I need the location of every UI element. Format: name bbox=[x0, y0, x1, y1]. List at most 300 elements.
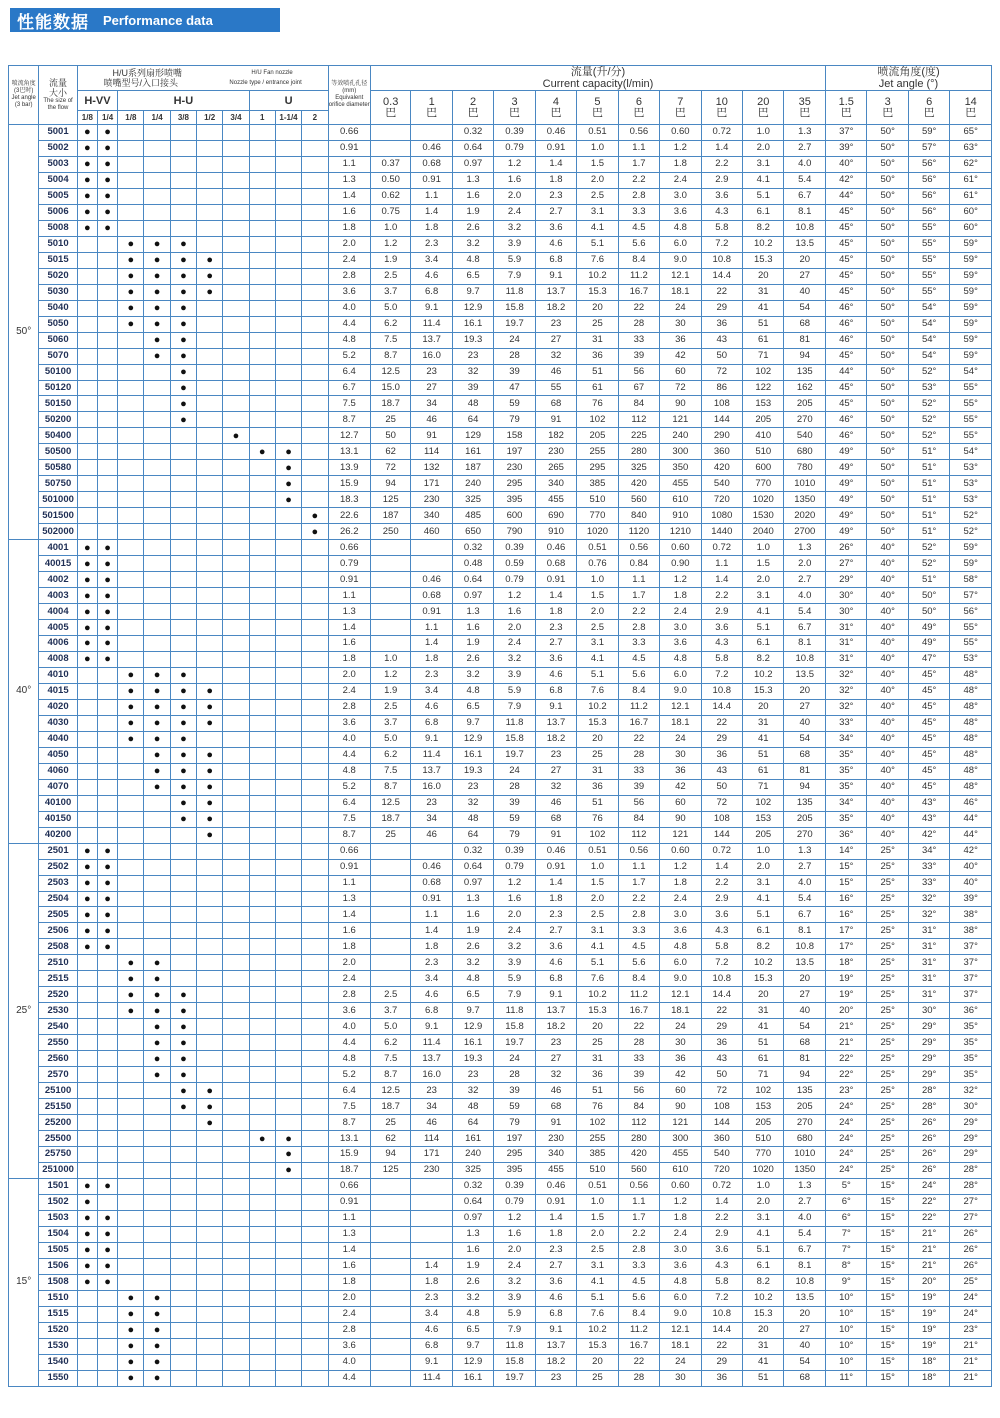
capacity-cell: 20 bbox=[577, 731, 618, 747]
jet-angle-cell: 50° bbox=[867, 332, 908, 348]
capacity-cell: 9.1 bbox=[411, 1019, 452, 1035]
connection-cell bbox=[144, 476, 170, 492]
connection-dot: ● bbox=[275, 1131, 301, 1147]
jet-angle-cell: 40° bbox=[826, 156, 867, 172]
capacity-cell: 135 bbox=[784, 364, 826, 380]
capacity-cell: 3.2 bbox=[494, 651, 535, 667]
capacity-cell: 1.9 bbox=[452, 204, 493, 220]
model-cell: 2510 bbox=[39, 955, 77, 971]
model-cell: 25200 bbox=[39, 1115, 77, 1131]
capacity-cell: 6.8 bbox=[411, 284, 452, 300]
table-row bbox=[9, 268, 992, 284]
model-cell: 2530 bbox=[39, 1003, 77, 1019]
jet-angle-cell: 31° bbox=[908, 939, 949, 955]
jet-angle-cell: 39° bbox=[950, 891, 992, 907]
capacity-cell: 84 bbox=[618, 396, 659, 412]
capacity-cell: 0.59 bbox=[494, 556, 535, 572]
connection-cell bbox=[144, 923, 170, 939]
jet-angle-cell: 45° bbox=[908, 699, 949, 715]
connection-cell bbox=[249, 667, 275, 683]
jet-angle-cell: 19° bbox=[908, 1306, 949, 1322]
connection-cell bbox=[170, 428, 196, 444]
table-body bbox=[9, 125, 992, 1387]
connection-cell bbox=[97, 268, 117, 284]
capacity-cell: 2.2 bbox=[618, 891, 659, 907]
capacity-cell: 6.8 bbox=[535, 252, 576, 268]
capacity-cell: 61 bbox=[743, 332, 784, 348]
jet-angle-cell: 49° bbox=[826, 460, 867, 476]
orifice-cell: 7.5 bbox=[328, 396, 370, 412]
jet-angle-cell: 59° bbox=[950, 268, 992, 284]
capacity-cell: 129 bbox=[452, 428, 493, 444]
jet-angle-cell: 34° bbox=[908, 843, 949, 859]
capacity-cell: 0.79 bbox=[494, 1194, 535, 1210]
connection-cell bbox=[77, 300, 97, 316]
model-cell: 5060 bbox=[39, 332, 77, 348]
capacity-cell: 0.46 bbox=[535, 125, 576, 141]
connection-cell bbox=[249, 268, 275, 284]
capacity-cell: 205 bbox=[577, 428, 618, 444]
capacity-cell: 0.72 bbox=[701, 843, 742, 859]
pressure-header: 10 巴 bbox=[701, 91, 742, 125]
jet-angle-cell: 51° bbox=[908, 460, 949, 476]
capacity-cell: 68 bbox=[784, 316, 826, 332]
capacity-cell: 9.1 bbox=[411, 1354, 452, 1370]
table-row bbox=[9, 508, 992, 524]
connection-dot: ● bbox=[197, 715, 223, 731]
capacity-cell: 42 bbox=[660, 779, 701, 795]
connection-dot: ● bbox=[144, 284, 170, 300]
connection-header: 3/4 bbox=[223, 111, 249, 125]
capacity-cell: 3.6 bbox=[660, 923, 701, 939]
table-row bbox=[9, 1274, 992, 1290]
orifice-cell: 1.8 bbox=[328, 651, 370, 667]
connection-cell bbox=[77, 412, 97, 428]
capacity-cell: 5.8 bbox=[701, 220, 742, 236]
capacity-cell: 1.8 bbox=[535, 1226, 576, 1242]
capacity-cell: 102 bbox=[577, 1115, 618, 1131]
model-cell: 1501 bbox=[39, 1178, 77, 1194]
capacity-cell: 13.5 bbox=[784, 667, 826, 683]
model-cell: 4003 bbox=[39, 588, 77, 604]
capacity-cell: 60 bbox=[660, 795, 701, 811]
capacity-cell: 40 bbox=[784, 715, 826, 731]
connection-cell bbox=[223, 364, 249, 380]
table-row bbox=[9, 540, 992, 556]
capacity-cell: 94 bbox=[370, 1147, 410, 1163]
capacity-cell: 1.2 bbox=[494, 156, 535, 172]
capacity-cell: 14.4 bbox=[701, 1322, 742, 1338]
connection-cell bbox=[249, 699, 275, 715]
connection-dot: ● bbox=[97, 843, 117, 859]
connection-cell bbox=[275, 683, 301, 699]
connection-cell bbox=[249, 843, 275, 859]
pressure-header: 1 巴 bbox=[411, 91, 452, 125]
connection-dot: ● bbox=[249, 444, 275, 460]
capacity-cell: 410 bbox=[743, 428, 784, 444]
connection-cell bbox=[170, 1242, 196, 1258]
capacity-cell: 485 bbox=[452, 508, 493, 524]
capacity-cell: 1.3 bbox=[452, 172, 493, 188]
jet-angle-cell: 48° bbox=[950, 747, 992, 763]
connection-cell bbox=[197, 1162, 223, 1178]
jet-angle-cell: 25° bbox=[867, 1131, 908, 1147]
connection-cell bbox=[197, 140, 223, 156]
capacity-cell: 0.72 bbox=[701, 540, 742, 556]
capacity-cell: 18.1 bbox=[660, 1338, 701, 1354]
capacity-cell: 10.2 bbox=[577, 987, 618, 1003]
capacity-cell: 1.8 bbox=[535, 604, 576, 620]
table-row bbox=[9, 1290, 992, 1306]
capacity-cell: 16.1 bbox=[452, 1370, 493, 1386]
capacity-cell: 15.8 bbox=[494, 1354, 535, 1370]
connection-cell bbox=[249, 1099, 275, 1115]
capacity-cell: 300 bbox=[660, 444, 701, 460]
jet-angle-cell: 55° bbox=[950, 380, 992, 396]
model-cell: 50500 bbox=[39, 444, 77, 460]
connection-dot: ● bbox=[118, 284, 144, 300]
jet-angle-cell: 61° bbox=[950, 172, 992, 188]
connection-cell bbox=[249, 987, 275, 1003]
connection-cell bbox=[249, 172, 275, 188]
connection-cell bbox=[77, 1067, 97, 1083]
capacity-cell: 90 bbox=[660, 811, 701, 827]
capacity-cell: 720 bbox=[701, 492, 742, 508]
connection-cell bbox=[77, 731, 97, 747]
capacity-cell: 3.1 bbox=[743, 588, 784, 604]
connection-header: 1 bbox=[249, 111, 275, 125]
connection-cell bbox=[223, 156, 249, 172]
orifice-cell: 1.3 bbox=[328, 604, 370, 620]
jet-angle-cell: 25° bbox=[867, 1162, 908, 1178]
capacity-cell: 540 bbox=[701, 476, 742, 492]
jet-angle-cell: 26° bbox=[908, 1162, 949, 1178]
capacity-cell: 20 bbox=[784, 1306, 826, 1322]
connection-cell bbox=[118, 1019, 144, 1035]
connection-dot: ● bbox=[97, 620, 117, 636]
connection-dot: ● bbox=[77, 636, 97, 652]
capacity-cell: 22 bbox=[701, 1003, 742, 1019]
capacity-cell: 11.4 bbox=[411, 316, 452, 332]
jet-angle-cell: 25° bbox=[867, 875, 908, 891]
model-cell: 4060 bbox=[39, 763, 77, 779]
capacity-cell: 1.0 bbox=[577, 140, 618, 156]
connection-cell bbox=[144, 604, 170, 620]
connection-cell bbox=[170, 827, 196, 843]
capacity-cell: 108 bbox=[701, 396, 742, 412]
jet-angle-cell: 50° bbox=[867, 172, 908, 188]
jet-angle-cell: 44° bbox=[826, 188, 867, 204]
orifice-cell: 1.3 bbox=[328, 1226, 370, 1242]
connection-dot: ● bbox=[144, 955, 170, 971]
capacity-cell: 3.0 bbox=[660, 907, 701, 923]
jet-angle-cell: 20° bbox=[826, 1003, 867, 1019]
connection-cell bbox=[170, 1115, 196, 1131]
connection-cell bbox=[302, 859, 328, 875]
capacity-cell: 31 bbox=[743, 284, 784, 300]
connection-cell bbox=[118, 588, 144, 604]
connection-cell bbox=[170, 572, 196, 588]
connection-cell bbox=[249, 1338, 275, 1354]
group-u: U bbox=[249, 91, 328, 111]
jet-angle-cell: 46° bbox=[826, 428, 867, 444]
capacity-cell: 10.8 bbox=[701, 971, 742, 987]
connection-cell bbox=[249, 747, 275, 763]
connection-cell bbox=[144, 172, 170, 188]
capacity-cell: 385 bbox=[577, 1147, 618, 1163]
connection-cell bbox=[223, 476, 249, 492]
model-cell: 4004 bbox=[39, 604, 77, 620]
connection-cell bbox=[77, 236, 97, 252]
capacity-cell: 7.2 bbox=[701, 1290, 742, 1306]
capacity-cell bbox=[370, 939, 410, 955]
connection-cell bbox=[275, 428, 301, 444]
capacity-cell: 102 bbox=[743, 364, 784, 380]
capacity-cell: 1020 bbox=[743, 492, 784, 508]
capacity-cell: 2.2 bbox=[618, 1226, 659, 1242]
capacity-cell: 36 bbox=[577, 348, 618, 364]
connection-cell bbox=[97, 1099, 117, 1115]
connection-dot: ● bbox=[144, 348, 170, 364]
connection-dot: ● bbox=[144, 667, 170, 683]
model-cell: 4050 bbox=[39, 747, 77, 763]
connection-cell bbox=[97, 827, 117, 843]
capacity-cell: 650 bbox=[452, 524, 493, 540]
capacity-cell: 16.7 bbox=[618, 715, 659, 731]
capacity-cell: 295 bbox=[494, 1147, 535, 1163]
table-row bbox=[9, 827, 992, 843]
connection-cell bbox=[275, 1019, 301, 1035]
jet-angle-cell: 50° bbox=[867, 508, 908, 524]
table-row bbox=[9, 396, 992, 412]
capacity-cell: 0.32 bbox=[452, 1178, 493, 1194]
capacity-cell: 2.9 bbox=[701, 891, 742, 907]
capacity-cell: 4.8 bbox=[452, 683, 493, 699]
connection-cell bbox=[118, 556, 144, 572]
capacity-cell: 455 bbox=[535, 1162, 576, 1178]
capacity-cell: 2.6 bbox=[452, 939, 493, 955]
orifice-cell: 6.7 bbox=[328, 380, 370, 396]
capacity-cell: 10.2 bbox=[743, 1290, 784, 1306]
connection-cell bbox=[170, 907, 196, 923]
connection-cell bbox=[275, 556, 301, 572]
capacity-cell: 11.2 bbox=[618, 699, 659, 715]
connection-cell bbox=[197, 540, 223, 556]
capacity-cell: 2.8 bbox=[618, 907, 659, 923]
capacity-cell: 3.4 bbox=[411, 1306, 452, 1322]
capacity-cell: 3.9 bbox=[494, 236, 535, 252]
connection-cell bbox=[197, 460, 223, 476]
connection-cell bbox=[249, 396, 275, 412]
jet-angle-cell: 53° bbox=[950, 460, 992, 476]
capacity-cell: 8.4 bbox=[618, 252, 659, 268]
orifice-cell: 4.8 bbox=[328, 763, 370, 779]
jet-angle-cell: 33° bbox=[908, 875, 949, 891]
capacity-cell bbox=[370, 955, 410, 971]
capacity-cell: 72 bbox=[701, 364, 742, 380]
connection-cell bbox=[97, 508, 117, 524]
capacity-cell: 3.6 bbox=[535, 1274, 576, 1290]
jet-angle-cell: 25° bbox=[867, 939, 908, 955]
connection-cell bbox=[302, 1370, 328, 1386]
connection-cell bbox=[302, 300, 328, 316]
table-row bbox=[9, 1099, 992, 1115]
jet-angle-cell: 38° bbox=[950, 923, 992, 939]
capacity-cell: 230 bbox=[494, 460, 535, 476]
jet-angle-cell: 27° bbox=[826, 556, 867, 572]
connection-cell bbox=[302, 140, 328, 156]
jet-angle-cell: 45° bbox=[826, 220, 867, 236]
capacity-cell: 2.0 bbox=[577, 1226, 618, 1242]
connection-cell bbox=[302, 172, 328, 188]
connection-dot: ● bbox=[77, 651, 97, 667]
connection-cell bbox=[97, 236, 117, 252]
connection-dot: ● bbox=[223, 428, 249, 444]
model-cell: 2560 bbox=[39, 1051, 77, 1067]
connection-cell bbox=[275, 1067, 301, 1083]
connection-cell bbox=[170, 955, 196, 971]
capacity-cell: 2.4 bbox=[494, 204, 535, 220]
connection-cell bbox=[197, 380, 223, 396]
connection-dot: ● bbox=[197, 1083, 223, 1099]
capacity-cell: 41 bbox=[743, 300, 784, 316]
orifice-cell: 1.4 bbox=[328, 907, 370, 923]
connection-cell bbox=[302, 1003, 328, 1019]
model-cell: 1540 bbox=[39, 1354, 77, 1370]
jet-angle-cell: 18° bbox=[908, 1370, 949, 1386]
connection-dot: ● bbox=[97, 923, 117, 939]
connection-cell bbox=[77, 1322, 97, 1338]
capacity-cell: 8.1 bbox=[784, 923, 826, 939]
jet-angle-cell: 29° bbox=[950, 1115, 992, 1131]
connection-cell bbox=[77, 779, 97, 795]
connection-cell bbox=[275, 1274, 301, 1290]
capacity-cell: 12.1 bbox=[660, 1322, 701, 1338]
jet-angle-cell: 33° bbox=[826, 715, 867, 731]
jet-angle-cell: 45° bbox=[908, 779, 949, 795]
jet-angle-cell: 25° bbox=[867, 1083, 908, 1099]
connection-cell bbox=[197, 875, 223, 891]
connection-cell bbox=[302, 572, 328, 588]
jet-angle-cell: 40° bbox=[867, 763, 908, 779]
capacity-cell: 51 bbox=[743, 1035, 784, 1051]
jet-angle-cell: 40° bbox=[867, 636, 908, 652]
capacity-cell: 2.5 bbox=[370, 699, 410, 715]
orifice-cell: 4.4 bbox=[328, 747, 370, 763]
capacity-cell: 5.1 bbox=[743, 188, 784, 204]
connection-dot: ● bbox=[118, 300, 144, 316]
connection-cell bbox=[223, 556, 249, 572]
connection-cell bbox=[97, 715, 117, 731]
connection-cell bbox=[223, 268, 249, 284]
connection-cell bbox=[249, 795, 275, 811]
section-title-bar bbox=[10, 8, 280, 32]
connection-dot: ● bbox=[77, 843, 97, 859]
connection-cell bbox=[223, 923, 249, 939]
capacity-cell: 2.3 bbox=[411, 1290, 452, 1306]
capacity-cell: 840 bbox=[618, 508, 659, 524]
table-row bbox=[9, 683, 992, 699]
capacity-cell: 1.4 bbox=[535, 1210, 576, 1226]
capacity-cell: 19.7 bbox=[494, 1035, 535, 1051]
capacity-cell: 1.6 bbox=[494, 891, 535, 907]
capacity-cell: 4.0 bbox=[784, 1210, 826, 1226]
capacity-cell: 1.0 bbox=[743, 843, 784, 859]
connection-cell bbox=[302, 1019, 328, 1035]
jet-angle-cell: 56° bbox=[950, 604, 992, 620]
model-cell: 502000 bbox=[39, 524, 77, 540]
jet-angle-cell: 59° bbox=[950, 300, 992, 316]
capacity-cell: 28 bbox=[494, 348, 535, 364]
connection-cell bbox=[249, 731, 275, 747]
connection-cell bbox=[275, 955, 301, 971]
connection-cell bbox=[223, 1147, 249, 1163]
connection-cell bbox=[249, 971, 275, 987]
orifice-cell: 0.91 bbox=[328, 1194, 370, 1210]
capacity-cell: 39 bbox=[618, 779, 659, 795]
orifice-cell: 4.4 bbox=[328, 1370, 370, 1386]
capacity-cell: 43 bbox=[701, 1051, 742, 1067]
jet-angle-cell: 44° bbox=[826, 364, 867, 380]
capacity-cell: 79 bbox=[494, 827, 535, 843]
connection-cell bbox=[275, 1115, 301, 1131]
capacity-cell: 395 bbox=[494, 492, 535, 508]
capacity-cell: 4.3 bbox=[701, 923, 742, 939]
capacity-cell: 0.60 bbox=[660, 125, 701, 141]
capacity-cell: 300 bbox=[660, 1131, 701, 1147]
connection-dot: ● bbox=[118, 1290, 144, 1306]
capacity-cell: 420 bbox=[618, 1147, 659, 1163]
capacity-cell: 72 bbox=[660, 380, 701, 396]
jet-angle-cell: 40° bbox=[867, 699, 908, 715]
connection-dot: ● bbox=[197, 763, 223, 779]
capacity-cell: 36 bbox=[701, 747, 742, 763]
jet-angle-cell: 51° bbox=[908, 444, 949, 460]
jet-angle-cell: 55° bbox=[950, 428, 992, 444]
connection-cell bbox=[197, 1370, 223, 1386]
connection-cell bbox=[302, 268, 328, 284]
connection-cell bbox=[275, 1035, 301, 1051]
capacity-cell: 15.3 bbox=[577, 715, 618, 731]
jet-angle-cell: 10° bbox=[826, 1290, 867, 1306]
jet-angle-cell: 52° bbox=[908, 556, 949, 572]
jet-angle-cell: 27° bbox=[950, 1194, 992, 1210]
connection-dot: ● bbox=[118, 1354, 144, 1370]
connection-cell bbox=[223, 683, 249, 699]
connection-dot: ● bbox=[302, 524, 328, 540]
capacity-cell: 135 bbox=[784, 1083, 826, 1099]
connection-cell bbox=[302, 1258, 328, 1274]
capacity-cell: 2.2 bbox=[618, 172, 659, 188]
connection-cell bbox=[302, 236, 328, 252]
capacity-cell: 50 bbox=[701, 348, 742, 364]
jet-angle-cell: 28° bbox=[950, 1162, 992, 1178]
jet-angle-cell: 50° bbox=[867, 236, 908, 252]
connection-cell bbox=[302, 811, 328, 827]
connection-cell bbox=[170, 1131, 196, 1147]
connection-dot: ● bbox=[118, 252, 144, 268]
connection-cell bbox=[118, 843, 144, 859]
capacity-cell: 205 bbox=[784, 396, 826, 412]
jet-angle-cell: 50° bbox=[908, 604, 949, 620]
capacity-cell bbox=[370, 140, 410, 156]
capacity-cell: 0.79 bbox=[494, 140, 535, 156]
capacity-cell bbox=[370, 1258, 410, 1274]
capacity-cell: 13.7 bbox=[535, 1003, 576, 1019]
capacity-cell: 121 bbox=[660, 412, 701, 428]
connection-cell bbox=[223, 460, 249, 476]
jet-angle-cell: 45° bbox=[826, 348, 867, 364]
